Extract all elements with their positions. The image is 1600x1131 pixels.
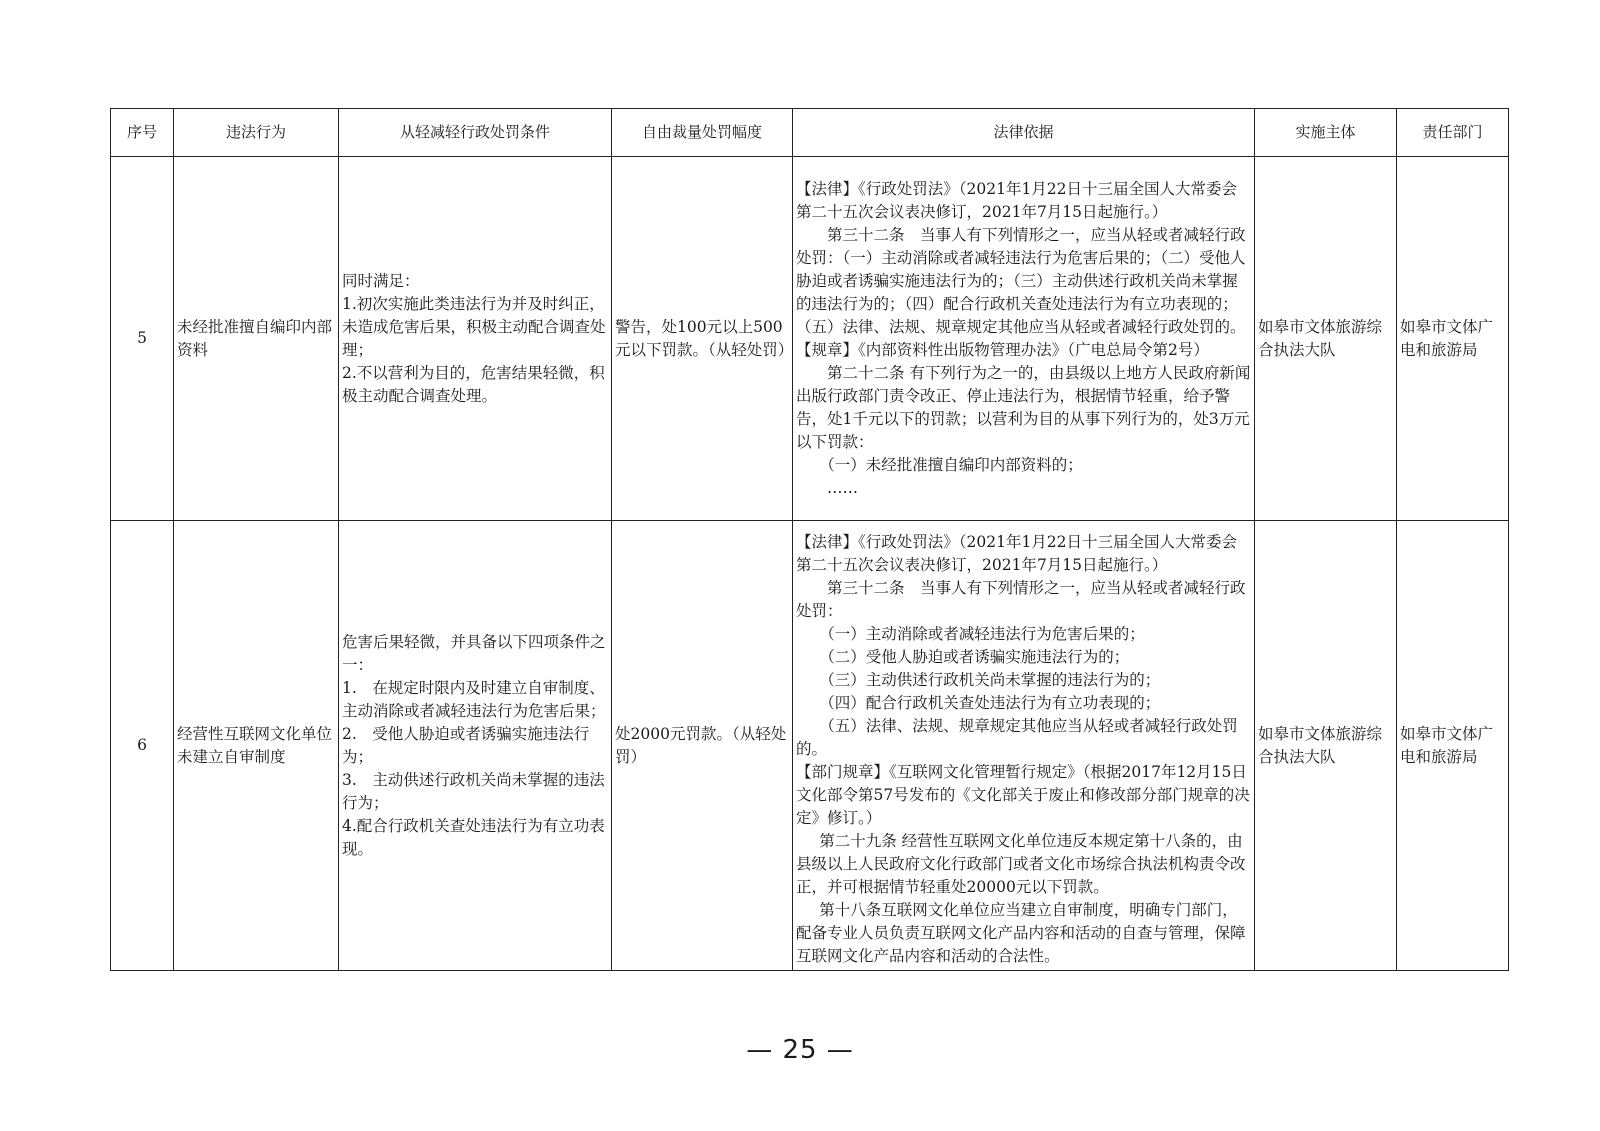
header-cell: 序号 xyxy=(111,109,174,157)
table-header-row xyxy=(111,109,1509,157)
condition-line: 同时满足： xyxy=(342,271,420,290)
header-cell: 从轻减轻行政处罚条件 xyxy=(339,109,612,157)
header-cell: 自由裁量处罚幅度 xyxy=(612,109,793,157)
conditions-cell xyxy=(339,157,612,521)
violation-cell: 经营性互联网文化单位未建立自审制度 xyxy=(174,521,339,971)
condition-line: 1.初次实施此类违法行为并及时纠正，未造成危害后果，积极主动配合调查处理； xyxy=(342,294,606,359)
basis-line: 第三十二条 当事人有下列情形之一，应当从轻或者减轻行政处罚： xyxy=(796,579,1246,620)
basis-line: （一）主动消除或者减轻违法行为危害后果的； xyxy=(819,625,1145,643)
header-cell: 法律依据 xyxy=(793,109,1255,157)
row-number: 6 xyxy=(111,521,174,971)
enforcement-subject-cell: 如皋市文体旅游综合执法大队 xyxy=(1255,521,1397,971)
basis-line: 第二十九条 经营性互联网文化单位违反本规定第十八条的，由县级以上人民政府文化行政部门或者文化市场综合执法机构责令改正，并可根据情节轻重处20000元以下罚款。 xyxy=(796,832,1246,896)
condition-line: 1. 在规定时限内及时建立自审制度、主动消除或者减轻违法行为危害后果； xyxy=(342,678,606,720)
table-row xyxy=(111,157,1509,521)
basis-line: …… xyxy=(827,478,858,497)
condition-line: 3. 主动供述行政机关尚未掌握的违法行为； xyxy=(342,770,605,812)
condition-line: 4.配合行政机关查处违法行为有立功表现。 xyxy=(342,816,605,858)
row-number: 5 xyxy=(111,157,174,521)
table-row xyxy=(111,521,1509,971)
basis-line: 【部门规章】《互联网文化管理暂行规定》（根据2017年12月15日文化部令第57号发布的《文化部关于废止和修改部分部门规章的决定》修订。） xyxy=(796,763,1250,827)
condition-line: 2.不以营利为目的，危害结果轻微，积极主动配合调查处理。 xyxy=(342,363,605,405)
header-cell: 责任部门 xyxy=(1397,109,1509,157)
enforcement-subject-cell: 如皋市文体旅游综合执法大队 xyxy=(1255,157,1397,521)
penalty-range-cell: 处2000元罚款。（从轻处罚） xyxy=(612,521,793,971)
basis-line: 第十八条互联网文化单位应当建立自审制度，明确专门部门，配备专业人员负责互联网文化产品内容和活动的自查与管理，保障互联网文化产品内容和活动的合法性。 xyxy=(796,901,1246,965)
basis-line: （三）主动供述行政机关尚未掌握的违法行为的； xyxy=(819,671,1161,689)
basis-line: （一）未经批准擅自编印内部资料的； xyxy=(819,455,1083,474)
header-cell: 实施主体 xyxy=(1255,109,1397,157)
basis-line: 【法律】《行政处罚法》（2021年1月22日十三届全国人大常委会第二十五次会议表决修订，2021年7月15日起施行。） xyxy=(796,179,1238,221)
page-number: — 25 — xyxy=(746,1035,854,1065)
violation-cell: 未经批准擅自编印内部资料 xyxy=(174,157,339,521)
basis-line: 第二十二条 有下列行为之一的，由县级以上地方人民政府新闻出版行政部门责令改正、停止违法行为，根据情节轻重，给予警告，处1千元以下的罚款；以营利为目的从事下列行为的，处3万元以下罚款： xyxy=(796,363,1251,451)
basis-line: 【法律】《行政处罚法》（2021年1月22日十三届全国人大常委会第二十五次会议表决修订，2021年7月15日起施行。） xyxy=(796,533,1238,574)
condition-line: 危害后果轻微，并具备以下四项条件之一： xyxy=(342,632,606,674)
penalty-table xyxy=(110,108,1509,971)
legal-basis-cell xyxy=(793,157,1255,521)
responsible-dept-cell: 如皋市文体广电和旅游局 xyxy=(1397,521,1509,971)
condition-line: 2. 受他人胁迫或者诱骗实施违法行为； xyxy=(342,724,590,766)
conditions-cell xyxy=(339,521,612,971)
basis-line: （二）受他人胁迫或者诱骗实施违法行为的； xyxy=(819,648,1130,666)
basis-line: 第三十二条 当事人有下列情形之一，应当从轻或者减轻行政处罚：（一）主动消除或者减轻违法行为危害后果的；（二）受他人胁迫或者诱骗实施违法行为的；（三）主动供述行政机关尚未掌握的违法行为的；（四）配合行政机关查处违法行为有立功表现的；（五）法律、法规、规章规定其他应当从轻或者减轻行政处罚的。 xyxy=(796,225,1246,336)
legal-basis-cell xyxy=(793,521,1255,971)
header-cell: 违法行为 xyxy=(174,109,339,157)
basis-line: （五）法律、法规、规章规定其他应当从轻或者减轻行政处罚的。 xyxy=(796,717,1238,758)
responsible-dept-cell: 如皋市文体广电和旅游局 xyxy=(1397,157,1509,521)
basis-line: （四）配合行政机关查处违法行为有立功表现的； xyxy=(819,694,1161,712)
basis-line: 【规章】《内部资料性出版物管理办法》（广电总局令第2号） xyxy=(796,340,1209,359)
penalty-range-cell: 警告，处100元以上500元以下罚款。（从轻处罚） xyxy=(612,157,793,521)
